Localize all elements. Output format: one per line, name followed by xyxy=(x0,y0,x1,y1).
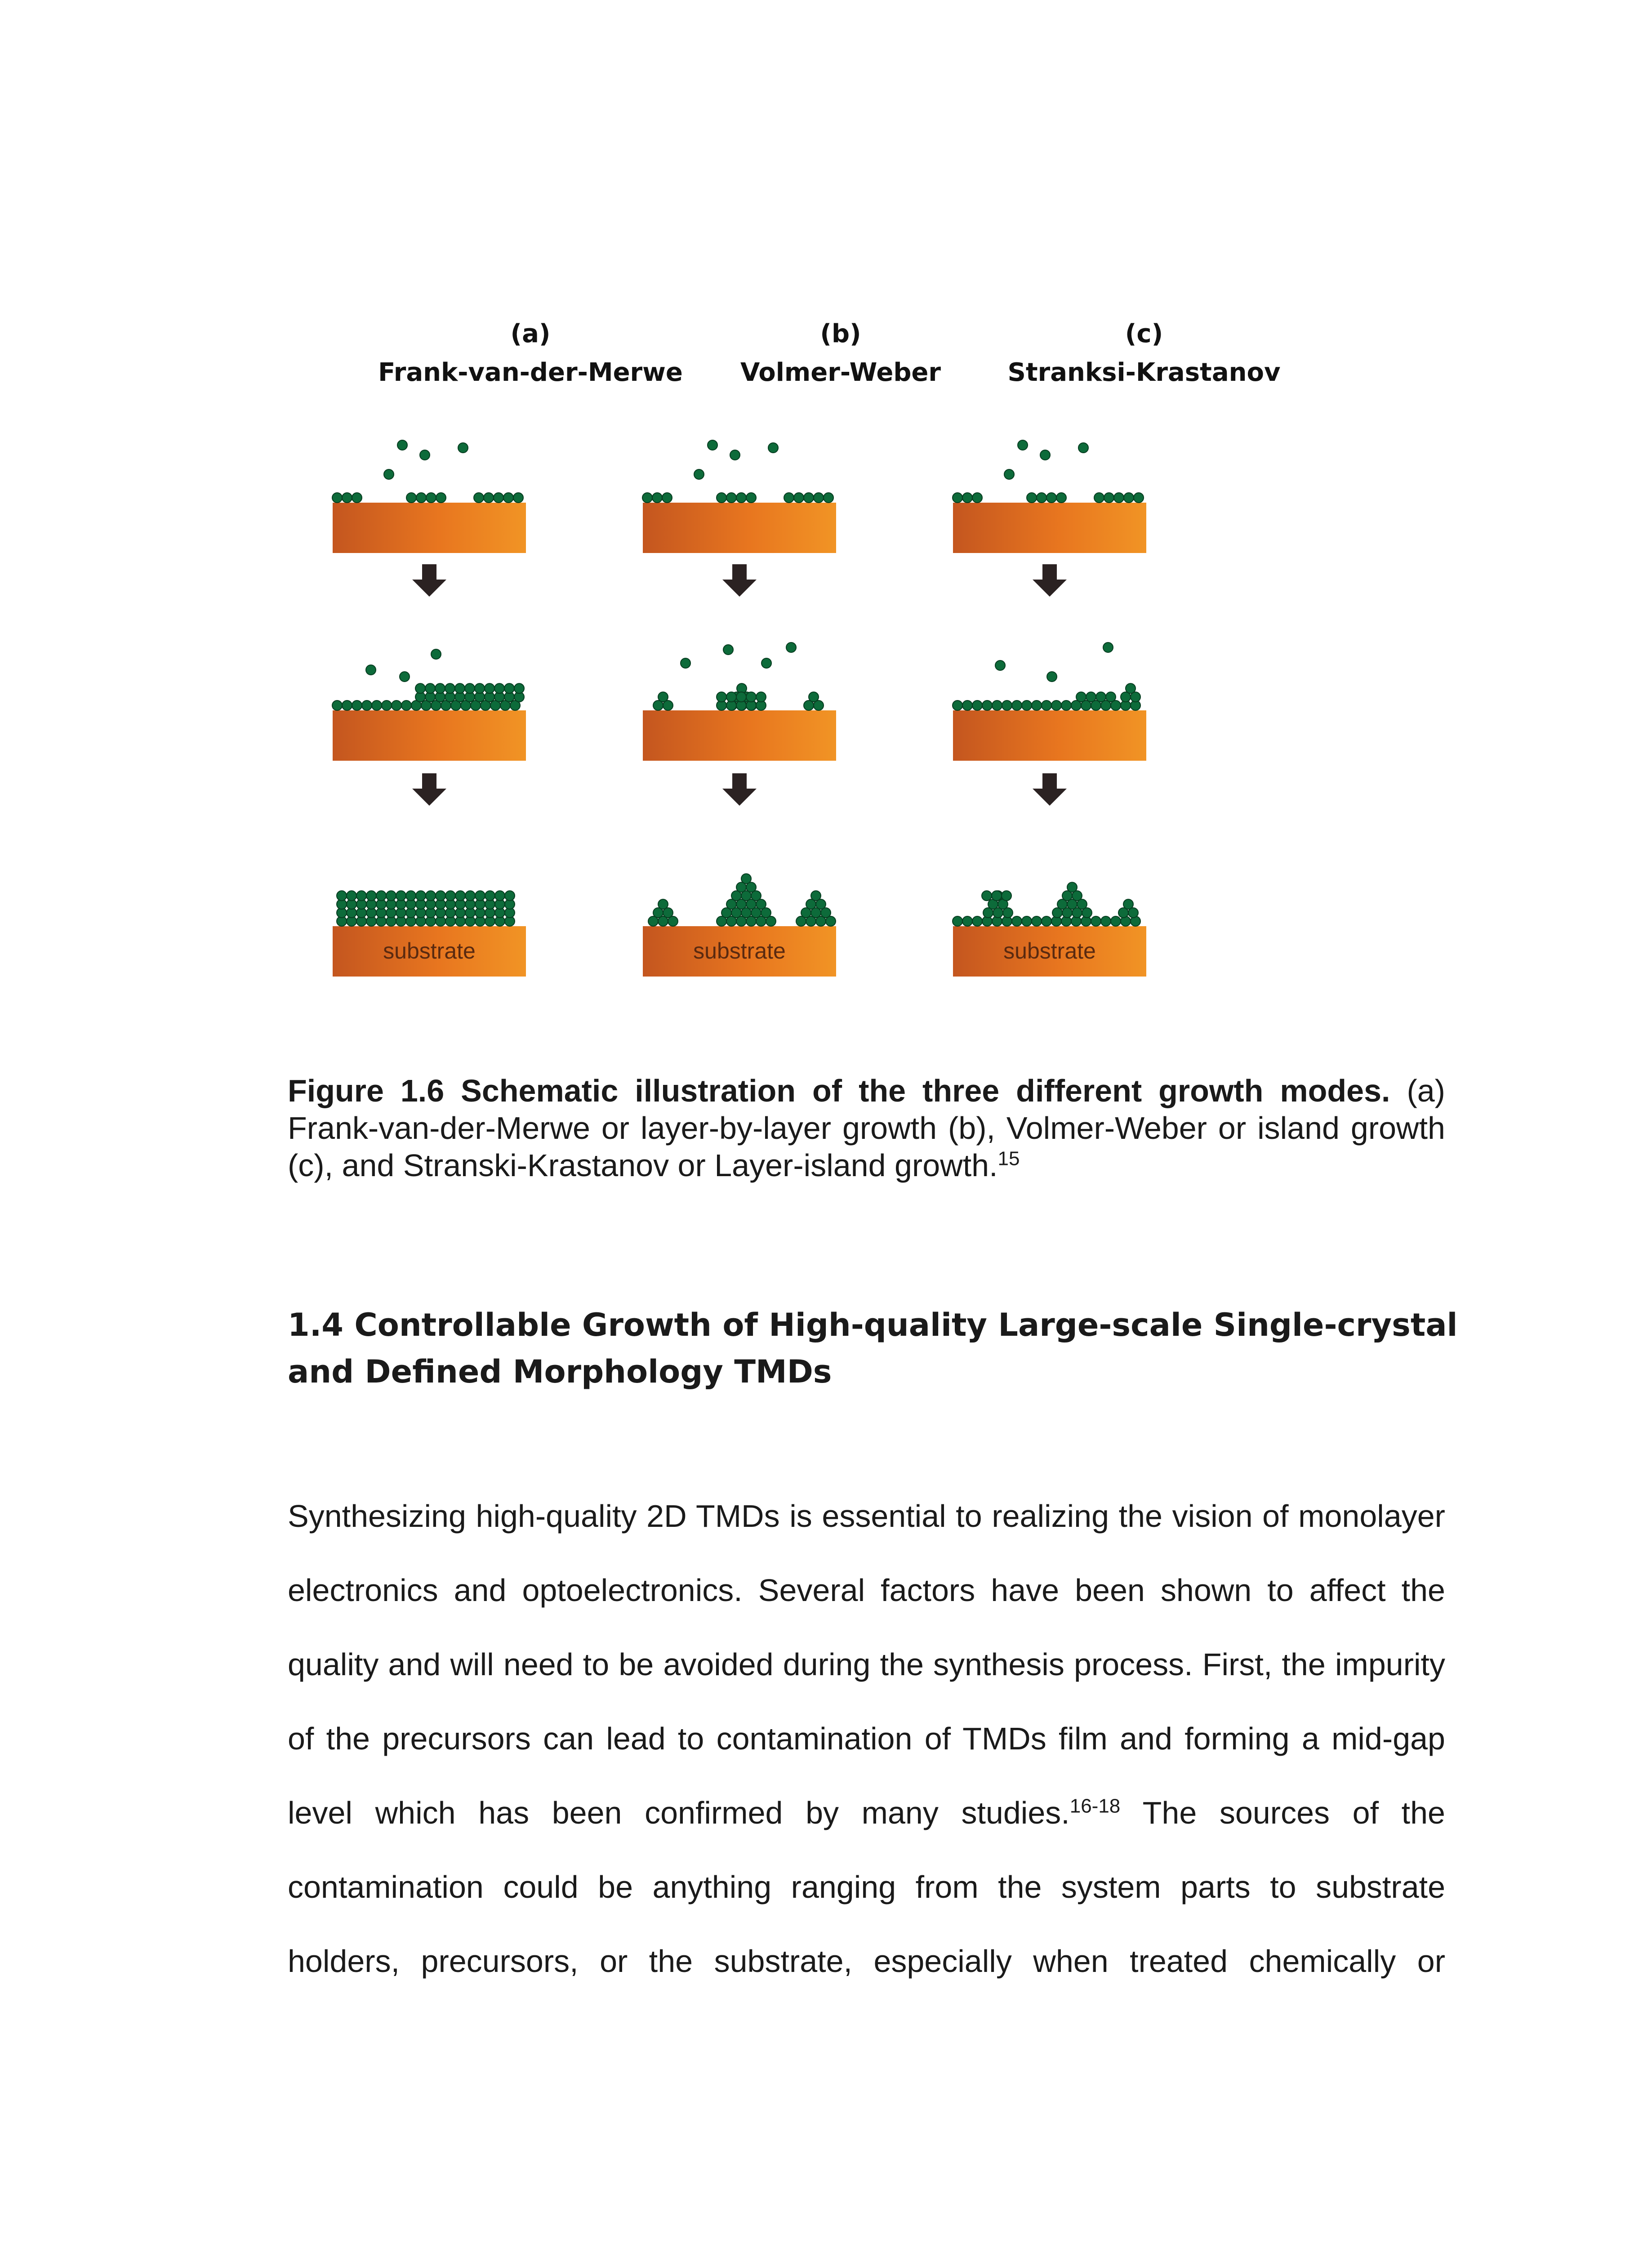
atom xyxy=(982,700,992,710)
atom xyxy=(1022,700,1032,710)
atom xyxy=(426,891,436,901)
atom xyxy=(741,874,751,883)
atom xyxy=(1104,493,1114,503)
atom xyxy=(465,683,475,693)
body-paragraph xyxy=(288,1479,1445,1998)
atom xyxy=(386,891,396,901)
atom xyxy=(953,916,962,926)
atom xyxy=(1103,642,1113,652)
atom xyxy=(416,493,426,503)
atom xyxy=(376,891,386,901)
figure-caption xyxy=(288,1072,1445,1184)
substrate-label: substrate xyxy=(383,938,476,963)
atom xyxy=(1106,692,1116,702)
atom xyxy=(658,692,668,702)
atom xyxy=(730,450,740,460)
atom xyxy=(455,683,465,693)
atom xyxy=(332,493,342,503)
atom xyxy=(426,493,436,503)
atom xyxy=(642,493,652,503)
atom xyxy=(992,891,1002,901)
atom xyxy=(1091,916,1101,926)
atom xyxy=(726,692,736,702)
atom xyxy=(1042,700,1051,710)
panel-b-name: Volmer-Weber xyxy=(740,358,941,387)
atom xyxy=(332,700,342,710)
atom xyxy=(494,493,503,503)
atom xyxy=(362,700,372,710)
substrate-block xyxy=(643,710,836,761)
atom xyxy=(1046,493,1056,503)
atom xyxy=(485,891,495,901)
atom xyxy=(1002,700,1012,710)
atom xyxy=(662,493,672,503)
section-heading: 1.4 Controllable Growth of High-quality Large-scale Single-crystal and Defined Morphology TMDs xyxy=(288,1307,1458,1390)
atom xyxy=(1094,493,1104,503)
atom xyxy=(1096,692,1106,702)
caption-reference: 15 xyxy=(997,1147,1020,1170)
panel-c-name: Stranksi-Krastanov xyxy=(1007,358,1281,387)
atom xyxy=(814,493,824,503)
atom xyxy=(366,665,376,675)
atom xyxy=(746,692,756,702)
atom xyxy=(1012,916,1022,926)
substrate-block xyxy=(333,503,526,553)
substrate-block xyxy=(643,503,836,553)
atom xyxy=(761,658,771,668)
atom xyxy=(736,692,746,702)
atom xyxy=(337,891,347,901)
atom xyxy=(652,493,662,503)
atom xyxy=(982,891,992,901)
substrate-block xyxy=(953,503,1146,553)
caption-label: Figure 1.6 Schematic illustration of the three different growth modes. xyxy=(288,1073,1390,1108)
caption-text: (a) Frank-van-der-Merwe or layer-by-layer growth (b), Volmer-Weber or island growth (c), and Stranski-Krastanov or Layer-island growth. xyxy=(288,1073,1445,1183)
atom xyxy=(372,700,382,710)
atom xyxy=(465,891,475,901)
atom xyxy=(953,493,962,503)
atom xyxy=(474,493,484,503)
atom xyxy=(962,916,972,926)
atom xyxy=(505,891,515,901)
atom xyxy=(347,891,356,901)
atom xyxy=(681,658,690,668)
atom xyxy=(436,891,445,901)
atom xyxy=(992,700,1002,710)
atom xyxy=(513,493,523,503)
atom xyxy=(1002,891,1011,901)
atom xyxy=(962,493,972,503)
atom xyxy=(436,493,446,503)
atom xyxy=(382,700,392,710)
atom xyxy=(397,440,407,450)
down-arrow-icon xyxy=(412,564,446,597)
substrate-block xyxy=(333,710,526,761)
atom xyxy=(431,649,441,659)
atom xyxy=(455,891,465,901)
atom xyxy=(658,899,668,909)
atom xyxy=(475,683,485,693)
atom xyxy=(1012,700,1022,710)
atom xyxy=(384,469,394,479)
atom xyxy=(1018,440,1028,450)
atom xyxy=(1056,493,1066,503)
atom xyxy=(811,891,821,901)
atom xyxy=(475,891,485,901)
atom xyxy=(503,493,513,503)
atom xyxy=(484,493,494,503)
atom xyxy=(1061,700,1071,710)
atom xyxy=(1111,916,1121,926)
atom xyxy=(366,891,376,901)
atom xyxy=(445,891,455,901)
atom xyxy=(723,645,733,655)
atom xyxy=(1123,899,1133,909)
atom xyxy=(396,891,406,901)
atom xyxy=(1124,493,1134,503)
atom xyxy=(352,700,362,710)
substrate-label: substrate xyxy=(1003,938,1096,963)
atom xyxy=(392,700,401,710)
atom xyxy=(717,692,726,702)
atom xyxy=(756,692,766,702)
atom xyxy=(972,493,982,503)
atom xyxy=(1042,916,1051,926)
atom xyxy=(794,493,804,503)
atom xyxy=(824,493,833,503)
panel-a-letter: (a) xyxy=(510,319,551,348)
atom xyxy=(804,493,814,503)
atom xyxy=(1086,692,1096,702)
atom xyxy=(1047,672,1057,682)
atom xyxy=(1051,700,1061,710)
down-arrow-icon xyxy=(722,564,757,597)
atom xyxy=(1067,882,1077,892)
atom xyxy=(1027,493,1037,503)
panel-c-letter: (c) xyxy=(1125,319,1163,348)
growth-modes-diagram xyxy=(0,0,1652,1016)
atom xyxy=(1004,469,1014,479)
atom xyxy=(809,692,819,702)
atom xyxy=(1037,493,1046,503)
atom xyxy=(416,891,426,901)
body-reference: 16-18 xyxy=(1069,1795,1121,1817)
atom xyxy=(495,891,505,901)
atom xyxy=(784,493,794,503)
substrate-label: substrate xyxy=(693,938,786,963)
atom xyxy=(435,683,445,693)
atom xyxy=(1032,700,1042,710)
down-arrow-icon xyxy=(1033,773,1067,806)
atom xyxy=(406,493,416,503)
atom xyxy=(768,443,778,453)
atom xyxy=(504,683,514,693)
atom xyxy=(972,916,982,926)
atom xyxy=(485,683,494,693)
atom xyxy=(746,493,756,503)
substrate-block xyxy=(953,710,1146,761)
atom xyxy=(694,469,704,479)
atom xyxy=(1114,493,1124,503)
atom xyxy=(1022,916,1032,926)
atom xyxy=(425,683,435,693)
atom xyxy=(995,660,1005,670)
atom xyxy=(420,450,430,460)
atom xyxy=(736,493,746,503)
atom xyxy=(1101,916,1111,926)
atom xyxy=(726,493,736,503)
atom xyxy=(400,672,410,682)
panel-b-letter: (b) xyxy=(820,319,861,348)
atom xyxy=(458,443,468,453)
atom xyxy=(1076,692,1086,702)
atom xyxy=(786,642,796,652)
atom xyxy=(514,683,524,693)
down-arrow-icon xyxy=(1033,564,1067,597)
down-arrow-icon xyxy=(412,773,446,806)
atom xyxy=(356,891,366,901)
atom xyxy=(953,700,962,710)
body-text-part2: The sources of the contamination could be anything ranging from the system parts to substrate holders, precursors, or the substrate, especially when treated chemically or xyxy=(288,1795,1445,1979)
body-text-part1: Synthesizing high-quality 2D TMDs is essential to realizing the vision of monolayer electronics and optoelectronics. Several factors have been shown to affect the quality and will need to be avoided during the synthesis process. First, the impurity of the precursors can lead to contamination of TMDs film and forming a mid-gap level which has been confirmed by many studies. xyxy=(288,1499,1445,1830)
atom xyxy=(494,683,504,693)
panel-a-name: Frank-van-der-Merwe xyxy=(378,358,683,387)
atom xyxy=(406,891,416,901)
growth-modes-figure xyxy=(0,0,1652,1016)
atom xyxy=(1134,493,1144,503)
atom xyxy=(415,683,425,693)
atom xyxy=(342,700,352,710)
atom xyxy=(1126,683,1135,693)
atom xyxy=(972,700,982,710)
atom xyxy=(1078,443,1088,453)
atom xyxy=(708,440,717,450)
atom xyxy=(342,493,352,503)
down-arrow-icon xyxy=(722,773,757,806)
atom xyxy=(1032,916,1042,926)
atom xyxy=(352,493,362,503)
atom xyxy=(1040,450,1050,460)
atom xyxy=(401,700,411,710)
atom xyxy=(717,493,726,503)
atom xyxy=(962,700,972,710)
atom xyxy=(445,683,455,693)
